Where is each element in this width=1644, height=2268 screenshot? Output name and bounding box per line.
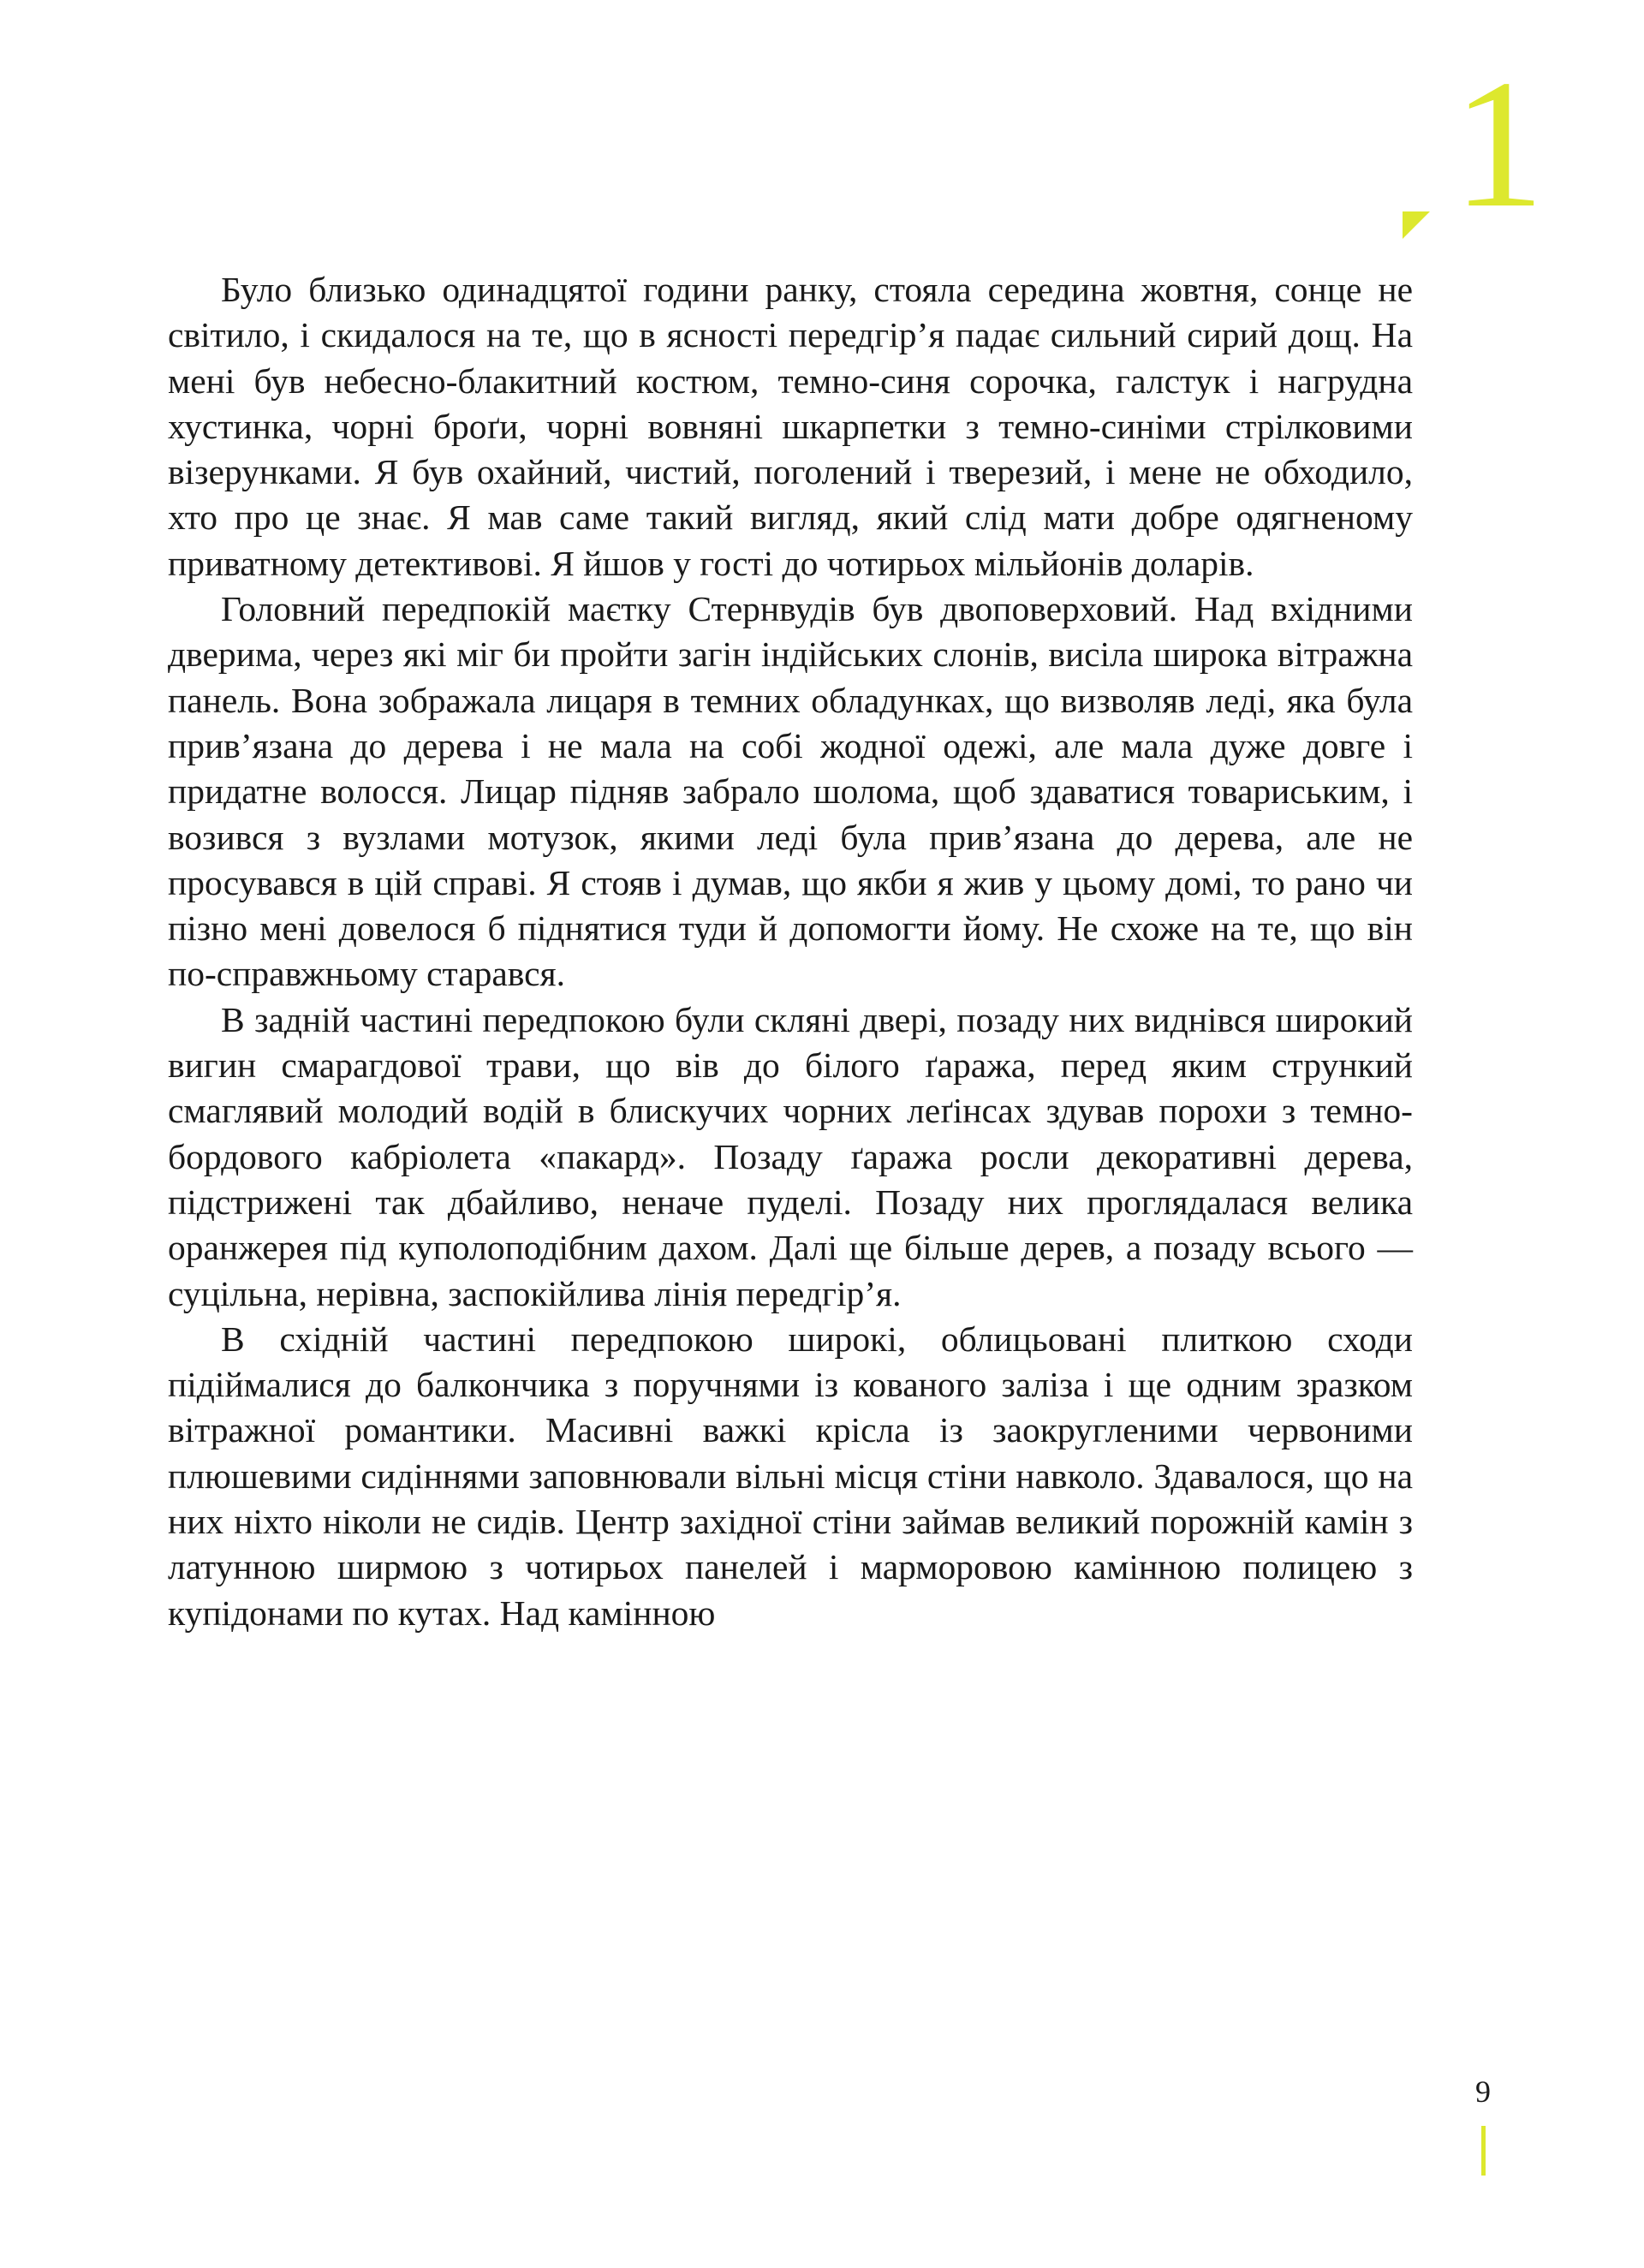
- body-paragraph: Було близько одинадцятої години ранку, стояла середина жовтня, сонце не світило, і скидалося на те, що в ясності передгір’я падає сильний сирий дощ. На мені був небесно-блакитний костюм, темно-синя сорочка, галстук і нагрудна хустинка, чорні броґи, чорні вовняні шкарпетки з темно-синіми стрілковими візерунками. Я був охайний, чистий, поголений і тверезий, і мене не обходило, хто про це знає. Я мав саме такий вигляд, який слід мати добре одягненому приватному детективові. Я йшов у гості до чотирьох мільйонів доларів.: [168, 270, 1413, 583]
- page-number: 9: [1475, 2075, 1491, 2109]
- body-paragraph: Головний передпокій маєтку Стернвудів був двоповерховий. Над вхідними дверима, через які міг би пройти загін індійських слонів, висіла широка вітражна панель. Вона зображала лицаря в темних обладунках, що визволяв леді, яка була прив’язана до дерева і не мала на собі жодної одежі, але мала дуже довге і придатне волосся. Лицар підняв забрало шолома, щоб здаватися товариським, і возився з вузлами мотузок, якими леді була прив’язана до дерева, але не просувався в цій справі. Я стояв і думав, що якби я жив у цьому домі, то рано чи пізно мені довелося б піднятися туди й допомогти йому. Не схоже на те, що він по-справжньому старався.: [168, 589, 1413, 994]
- chapter-number: 1: [1452, 41, 1543, 246]
- body-text-column: [168, 267, 1413, 1636]
- folio-accent-rule: [1481, 2126, 1486, 2176]
- body-paragraph: В задній частині передпокою були скляні двері, позаду них виднівся широкий вигин смарагдової трави, що вів до білого ґаража, перед яким стрункий смаглявий молодий водій в блискучих чорних леґінсах здував порохи з темно-бордового кабріолета «пакард». Позаду ґаража росли декоративні дерева, підстрижені так дбайливо, неначе пуделі. Позаду них проглядалася велика оранжерея під куполоподібним дахом. Далі ще більше дерев, а позаду всього — суцільна, нерівна, заспокійлива лінія передгір’я.: [168, 999, 1413, 1313]
- chapter-header: [1130, 0, 1644, 283]
- triangle-marker-icon: [1403, 211, 1430, 239]
- folio: [1449, 2076, 1517, 2176]
- body-paragraph: В східній частині передпокою широкі, облицьовані плиткою сходи підіймалися до балкончика з поручнями із кованого заліза і ще одним зразком вітражної романтики. Масивні важкі крісла із заокругленими червоними плюшевими сидіннями заповнювали вільні місця стіни навколо. Здавалося, що на них ніхто ніколи не сидів. Центр західної стіни займав великий порожній камін з латунною ширмою з чотирьох панелей і марморовою камінною полицею з купідонами по кутах. Над камінною: [168, 1319, 1413, 1633]
